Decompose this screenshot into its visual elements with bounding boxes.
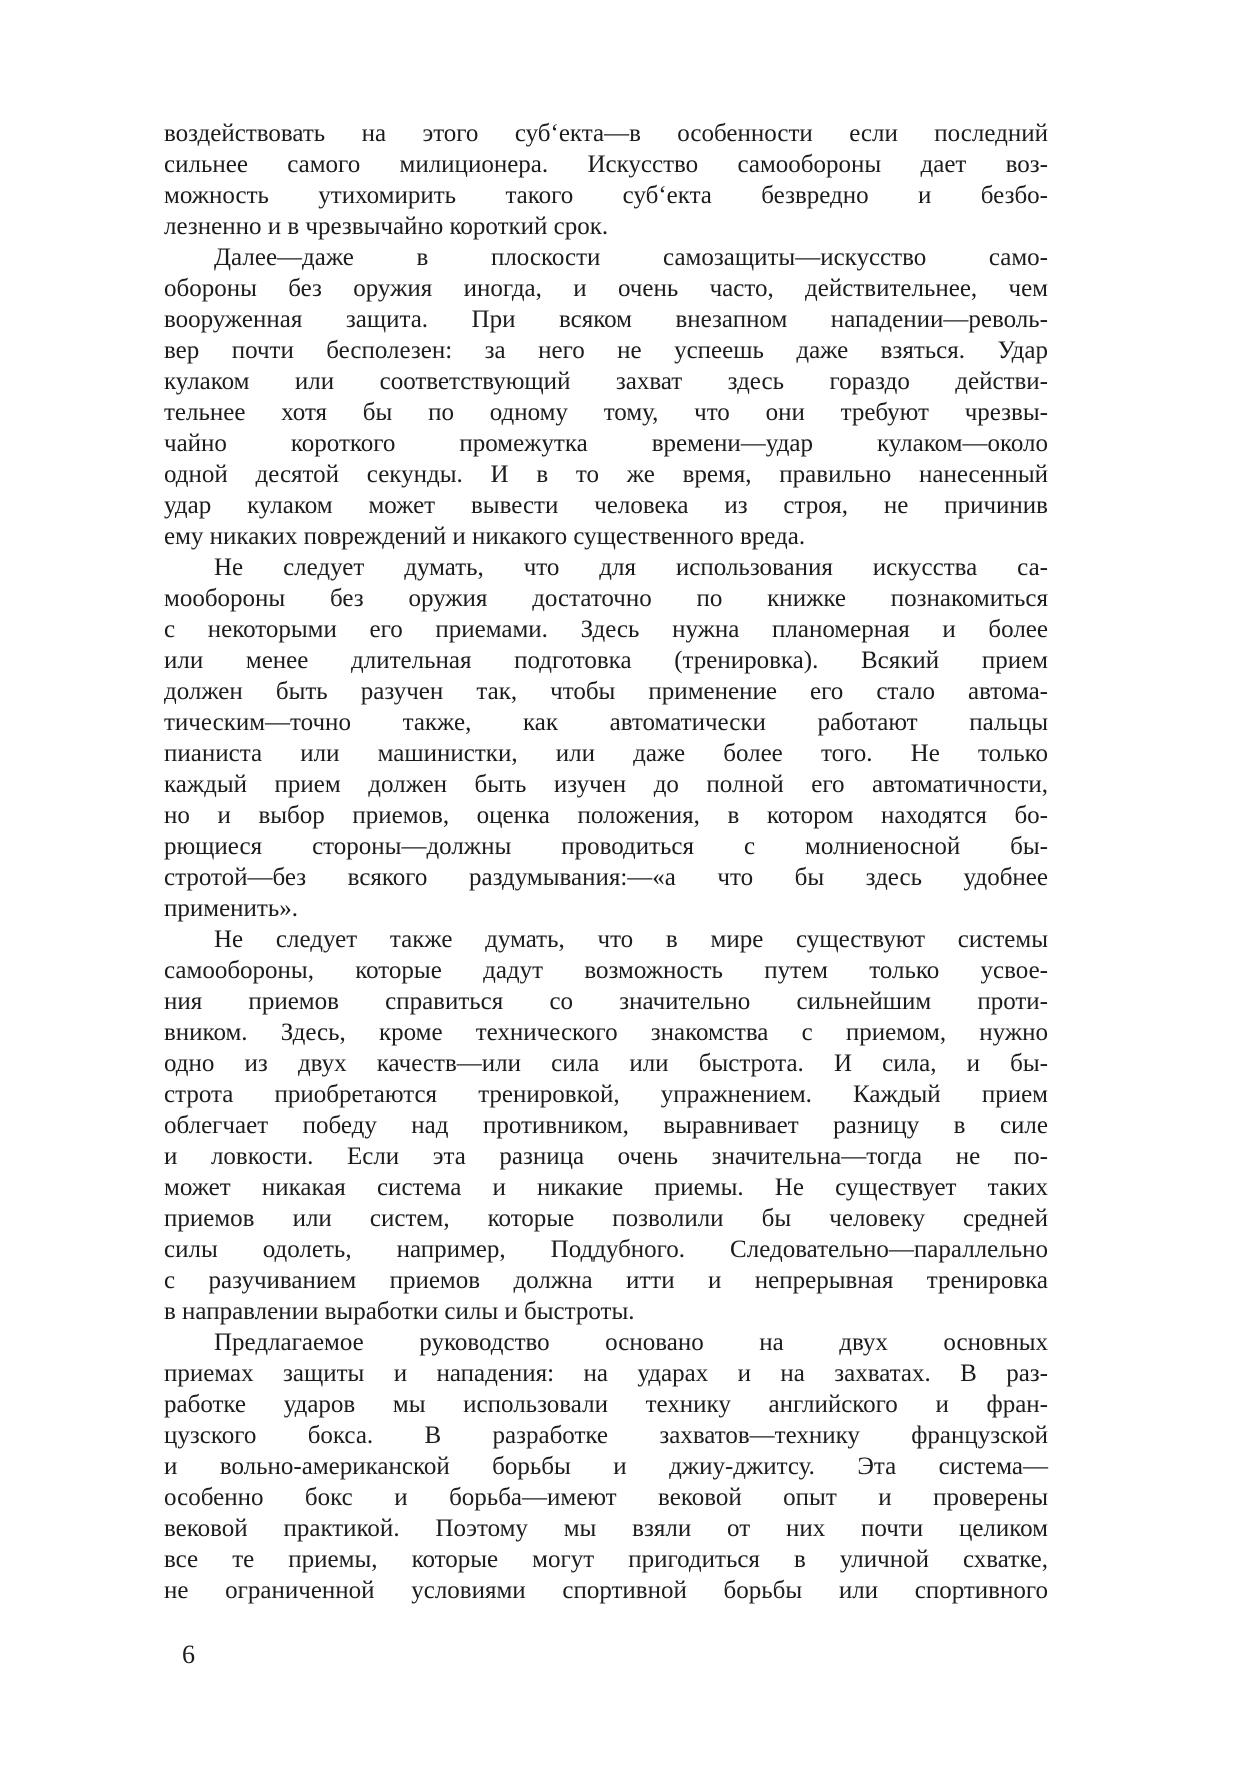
text-line: или менее длительная подготовка (тренировка). Всякий прием xyxy=(164,647,1048,674)
text-line: все те приемы, которые могут пригодиться в уличной схватке, xyxy=(164,1546,1048,1573)
text-line: можность утихомирить такого суб‘екта безвредно и безбо- xyxy=(164,182,1048,209)
text-line: особенно бокс и борьба—имеют вековой опыт и проверены xyxy=(164,1484,1048,1511)
text-line: вер почти бесполезен: за него не успеешь даже взяться. Удар xyxy=(164,337,1048,364)
text-line: цузского бокса. В разработке захватов—технику французской xyxy=(164,1422,1048,1449)
text-line: и вольно-американской борьбы и джиу-джитсу. Эта система— xyxy=(164,1453,1048,1480)
text-line: ему никаких повреждений и никакого существенного вреда. xyxy=(164,523,806,550)
text-line: сильнее самого милиционера. Искусство самообороны дает воз- xyxy=(164,151,1048,178)
text-line: Не следует также думать, что в мире существуют системы xyxy=(164,926,1048,953)
text-line: но и выбор приемов, оценка положения, в котором находятся бо- xyxy=(164,802,1048,829)
text-line: удар кулаком может вывести человека из строя, не причинив xyxy=(164,492,1048,519)
text-line: приемах защиты и нападения: на ударах и на захватах. В раз- xyxy=(164,1360,1048,1387)
text-line: воздействовать на этого суб‘екта—в особенности если последний xyxy=(164,120,1048,147)
text-line: может никакая система и никакие приемы. Не существует таких xyxy=(164,1174,1048,1201)
text-line: чайно короткого промежутка времени—удар кулаком—около xyxy=(164,430,1048,457)
page-number: 6 xyxy=(182,1640,195,1669)
text-line: тическим—точно также, как автоматически работают пальцы xyxy=(164,709,1048,736)
text-line: вековой практикой. Поэтому мы взяли от них почти целиком xyxy=(164,1515,1048,1542)
text-line: одно из двух качеств—или сила или быстрота. И сила, и бы- xyxy=(164,1050,1048,1077)
text-line: тельнее хотя бы по одному тому, что они требуют чрезвы- xyxy=(164,399,1048,426)
text-line: силы одолеть, например, Поддубного. Следовательно—параллельно xyxy=(164,1236,1048,1263)
text-line: стротой—без всякого раздумывания:—«а что бы здесь удобнее xyxy=(164,864,1048,891)
text-line: приемов или систем, которые позволили бы человеку средней xyxy=(164,1205,1048,1232)
text-line: с разучиванием приемов должна итти и непрерывная тренировка xyxy=(164,1267,1048,1294)
text-line: лезненно и в чрезвычайно короткий срок. xyxy=(164,213,609,240)
text-line: вником. Здесь, кроме технического знакомства с приемом, нужно xyxy=(164,1019,1048,1046)
text-line: одной десятой секунды. И в то же время, правильно нанесенный xyxy=(164,461,1048,488)
text-line: ния приемов справиться со значительно сильнейшим проти- xyxy=(164,988,1048,1015)
text-line: облегчает победу над противником, выравнивает разницу в силе xyxy=(164,1112,1048,1139)
text-line: строта приобретаются тренировкой, упражнением. Каждый прием xyxy=(164,1081,1048,1108)
text-line: кулаком или соответствующий захват здесь гораздо действи- xyxy=(164,368,1048,395)
text-line: обороны без оружия иногда, и очень часто, действительнее, чем xyxy=(164,275,1048,302)
text-line: каждый прием должен быть изучен до полной его автоматичности, xyxy=(164,771,1048,798)
text-line: Не следует думать, что для использования искусства са- xyxy=(164,554,1048,581)
text-line: Предлагаемое руководство основано на двух основных xyxy=(164,1329,1048,1356)
text-line: в направлении выработки силы и быстроты. xyxy=(164,1298,635,1325)
text-line: с некоторыми его приемами. Здесь нужна планомерная и более xyxy=(164,616,1048,643)
text-line: Далее—даже в плоскости самозащиты—искусство само- xyxy=(164,244,1048,271)
text-line: самообороны, которые дадут возможность путем только усвое- xyxy=(164,957,1048,984)
text-line: пианиста или машинистки, или даже более того. Не только xyxy=(164,740,1048,767)
text-line: применить». xyxy=(164,895,299,922)
text-line: и ловкости. Если эта разница очень значительна—тогда не по- xyxy=(164,1143,1048,1170)
text-line: должен быть разучен так, чтобы применение его стало автома- xyxy=(164,678,1048,705)
text-line: рющиеся стороны—должны проводиться с молниеносной бы- xyxy=(164,833,1048,860)
text-line: не ограниченной условиями спортивной борьбы или спортивного xyxy=(164,1577,1048,1604)
body-text xyxy=(164,118,1048,1606)
text-line: вооруженная защита. При всяком внезапном нападении—револь- xyxy=(164,306,1048,333)
text-line: мообороны без оружия достаточно по книжке познакомиться xyxy=(164,585,1048,612)
text-line: работке ударов мы использовали технику английского и фран- xyxy=(164,1391,1048,1418)
